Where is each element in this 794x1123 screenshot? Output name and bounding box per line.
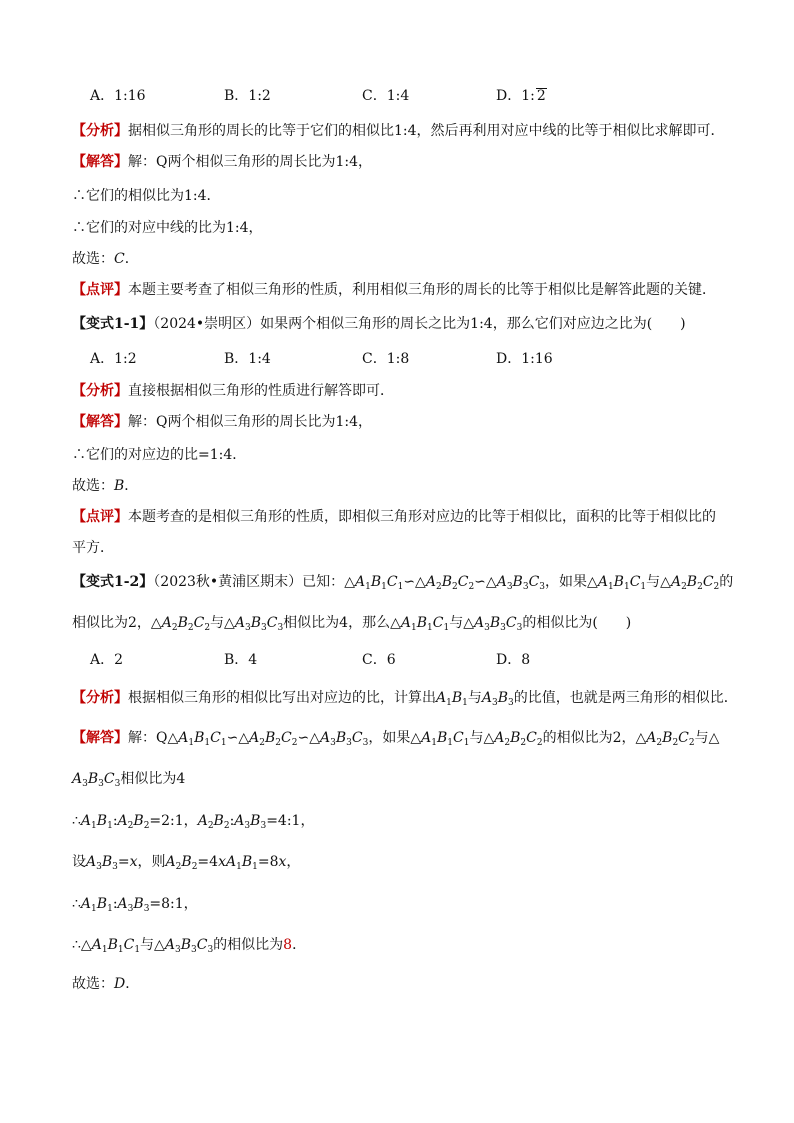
variant-1-1-title: 【变式1-1】（2024•崇明区）如果两个相似三角形的周长之比为1:4，那么它们对应边之比为( ) (72, 316, 686, 332)
step-line: ∴它们的对应边的比=1:4． (72, 447, 247, 463)
option-d: D．8 (496, 652, 531, 668)
option-c: C．6 (362, 652, 396, 668)
option-a: A．1:2 (90, 351, 137, 367)
step-line: 设$A_3B_3=x$，则$A_2B_2=4xA_1B_1=8x$， (72, 854, 301, 872)
option-d: D．1:16 (496, 351, 553, 367)
choice-line: 故选：C． (72, 251, 139, 267)
radical: 2 (536, 88, 546, 104)
review-line: 【点评】本题主要考查了相似三角形的性质，利用相似三角形的周长的比等于相似比是解答此题的关键． (72, 282, 716, 298)
step-line: $\therefore A_1B_1:A_3B_3=8:1$， (72, 896, 198, 914)
choice-line: 故选：D． (72, 976, 140, 992)
answer-line: 【解答】解：Q两个相似三角形的周长比为1:4， (72, 414, 373, 430)
option-b: B．1:2 (224, 88, 271, 104)
option-d: D．1: 2 (496, 88, 546, 104)
option-b: B．4 (224, 652, 258, 668)
option-a: A．2 (90, 652, 124, 668)
choice-line: 故选：B． (72, 478, 139, 494)
analysis-line: 【分析】据相似三角形的周长的比等于它们的相似比1:4，然后再利用对应中线的比等于相似比求解即可． (72, 123, 725, 139)
step-line: $\therefore A_1B_1:A_2B_2=2:1$，$A_2B_2:A_3B_3=4:1$， (72, 813, 315, 831)
variant-1-2-title: 【变式1-2】（2023秋•黄浦区期末）已知：$\triangle A_1B_1C_1∽\triangle A_2B_2C_2∽\triangle A_3B_3C_3$，如果$\triangle A_1B_1C_1$与$\triangle A_2B_2C_2$的 (72, 574, 734, 592)
step-line: ∴它们的相似比为1:4． (72, 188, 221, 204)
option-c: C．1:4 (362, 88, 410, 104)
analysis-line: 【分析】根据相似三角形的相似比写出对应边的比，计算出$A_1B_1$与$A_3B_3$的比值，也就是两三角形的相似比． (72, 690, 738, 708)
variant-1-2-title-cont: 相似比为2，$\triangle A_2B_2C_2$与$\triangle A_3B_3C_3$相似比为4，那么$\triangle A_1B_1C_1$与$\triangle A_3B_3C_3$的相似比为( ) (72, 615, 632, 633)
review-line-cont: 平方． (72, 540, 114, 556)
step-line: $\therefore\triangle A_1B_1C_1$与$\triangle A_3B_3C_3$的相似比为8． (72, 937, 307, 955)
answer-line: 【解答】解：$Q\triangle A_1B_1C_1∽\triangle A_2B_2C_2∽\triangle A_3B_3C_3$，如果$\triangle A_1B_1C_1$与$\triangle A_2B_2C_2$的相似比为2，$\triangle A_2B_2C_2$与△ (72, 730, 720, 748)
answer-line-cont: $A_3B_3C_3$相似比为4 (72, 771, 186, 789)
option-a: A．1:16 (90, 88, 146, 104)
step-line: ∴它们的对应中线的比为1:4， (72, 220, 263, 236)
answer-line: 【解答】解：Q两个相似三角形的周长比为1:4， (72, 154, 373, 170)
option-c: C．1:8 (362, 351, 410, 367)
review-line: 【点评】本题考查的是相似三角形的性质，即相似三角形对应边的比等于相似比，面积的比等于相似比的 (72, 509, 716, 525)
option-b: B．1:4 (224, 351, 271, 367)
analysis-line: 【分析】直接根据相似三角形的性质进行解答即可． (72, 383, 394, 399)
